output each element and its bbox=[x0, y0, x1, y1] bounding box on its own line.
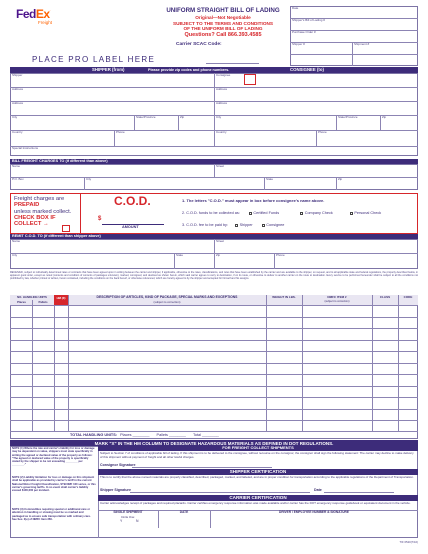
shipment-number-label: Shipment # bbox=[354, 42, 370, 46]
total-units-label: TOTAL HANDLING UNITS: bbox=[70, 433, 118, 437]
cod-amount-label: AMOUNT bbox=[122, 225, 139, 229]
consignee-cod-box[interactable] bbox=[244, 74, 256, 85]
cod-instruction-3-text: 3. C.O.D. fee to be paid by: bbox=[182, 223, 229, 227]
fedex-freight-logo: FedEx. Freight bbox=[16, 8, 76, 28]
cod-title: C.O.D. bbox=[114, 194, 151, 208]
table-row-line bbox=[10, 340, 418, 341]
class-header: CLASS bbox=[379, 295, 391, 299]
description-header: DESCRIPTION OF ARTICLES, KIND OF PACKAGE, SPECIAL MARKS AND EXCEPTIONS bbox=[96, 295, 238, 299]
shipper-date-label: Date bbox=[314, 488, 322, 492]
shipper-country-label: Country bbox=[12, 130, 23, 134]
shipper-address2-label: Address bbox=[12, 101, 24, 105]
shipper-city-label: City bbox=[12, 115, 18, 119]
header-line2: SUBJECT TO THE TERMS AND CONDITIONS bbox=[172, 20, 273, 26]
freight-terms bbox=[14, 196, 80, 215]
total-units-line bbox=[70, 433, 219, 437]
shipper-number-label: Shipper # bbox=[292, 42, 305, 46]
freight-collect-bar: FOR FREIGHT COLLECT SHIPMENTS bbox=[98, 446, 418, 451]
shipper-address-label: Address bbox=[12, 87, 24, 91]
remit-zip-label: Zip bbox=[216, 253, 221, 257]
form-title: UNIFORM STRAIGHT BILL OF LADING bbox=[166, 7, 280, 14]
pallets-header: Pallets bbox=[38, 299, 48, 304]
cod-dollar: $ bbox=[98, 216, 102, 222]
fee-consignee-label: Consignee bbox=[266, 223, 285, 227]
consignee-country-label: Country bbox=[216, 130, 227, 134]
consignor-signature-label: Consignor Signature bbox=[100, 463, 136, 467]
consignee-bar-label: CONSIGNEE (to) bbox=[290, 66, 324, 72]
company-check-checkbox[interactable] bbox=[300, 212, 303, 215]
carrier-scac: Carrier SCAC Code: bbox=[176, 41, 222, 47]
single-yes[interactable]: Y bbox=[120, 519, 123, 523]
consignee-zip-label: Zip bbox=[382, 115, 387, 119]
bill-of-lading-form bbox=[10, 6, 418, 546]
single-no[interactable]: N bbox=[136, 519, 139, 523]
weight-header: WEIGHT IN LBS. bbox=[272, 295, 296, 299]
bill-freight-bar: BILL FREIGHT CHARGES TO (if different than above) bbox=[10, 159, 418, 164]
consignee-address2-label: Address bbox=[216, 101, 228, 105]
logo-ex: Ex bbox=[35, 7, 50, 21]
header-phone: Questions? Call 866.393.4585 bbox=[184, 32, 262, 39]
personal-check-checkbox[interactable] bbox=[350, 212, 353, 215]
shipper-bar-label: SHIPPER (from) bbox=[92, 66, 125, 72]
personal-check-label: Personal Check bbox=[354, 211, 382, 215]
header-line3: OF THE UNIFORM BILL OF LADING bbox=[183, 25, 263, 31]
shipper-cert-bar: SHIPPER CERTIFICATION bbox=[98, 469, 418, 475]
circle-one-label: Circle One: bbox=[121, 514, 135, 519]
check-box-if: CHECK BOX IF bbox=[14, 215, 56, 221]
special-instructions-label: Special Instructions bbox=[12, 146, 39, 150]
collect-text: COLLECT bbox=[14, 221, 42, 228]
prepaid-text-c: unless marked collect. bbox=[14, 208, 72, 215]
place-pro-label: PLACE PRO LABEL HERE bbox=[32, 55, 156, 64]
table-row-line bbox=[10, 386, 418, 387]
collect-checkbox[interactable] bbox=[62, 225, 70, 232]
collect-arrow: → bbox=[43, 221, 49, 228]
table-row-line bbox=[10, 328, 418, 329]
hm-header: HM (X) bbox=[56, 296, 66, 300]
table-row-line bbox=[10, 317, 418, 318]
single-shipment-label: SINGLE SHIPMENT bbox=[113, 510, 143, 514]
consignee-address-label: Address bbox=[216, 87, 228, 91]
table-row-line bbox=[10, 374, 418, 375]
total-pallets: Pallets ________ bbox=[156, 433, 186, 437]
billing-name-label: Name bbox=[12, 164, 21, 168]
fee-shipper-label: Shipper bbox=[239, 223, 253, 227]
note-1: NOTE (1) Where the rate and carrier's liability for loss or damage may be dependent on value, shippers must state specifically in writing the agreed or declared value of the property as follows: "The agreed or declared value of the property is specifically stated by the shipper to be not exceeding ________ per ________." bbox=[12, 447, 95, 467]
shipper-label: Shipper bbox=[12, 73, 23, 77]
carrier-cert-bar: CARRIER CERTIFICATION bbox=[98, 495, 418, 501]
prepaid-text-b: PREPAID bbox=[14, 202, 40, 209]
shipper-phone-label: Phone bbox=[116, 130, 125, 134]
logo-freight: Freight bbox=[38, 19, 53, 25]
shipper-signature-label: Shipper Signature bbox=[100, 488, 131, 492]
table-row-line bbox=[10, 363, 418, 364]
reference-box bbox=[290, 6, 418, 66]
company-check-label: Company Check bbox=[304, 211, 333, 215]
handling-units-header: NO. HANDLING UNITS bbox=[17, 294, 47, 299]
shipper-bar-mid: Please provide zip codes and phone numbers. bbox=[148, 67, 230, 72]
received-terms: RECEIVED, subject to individually determined rates or contracts that have been agreed upon in writing between the carrier and shipper, if applicable, otherwise to the rates, classifications, and rules that have been established by the carrier and are available to the shipper, on request, and to all applicable state and federal regulations, the property described below, in apparent good order, except as noted (contents and condition of contents of packages unknown), marked, consigned, and destined as shown herein, which said carrier agrees to carry to destination, if on its route, or otherwise to deliver to another carrier on the route to destination. Every service to be performed hereunder shall be subject to all the conditions not prohibited by law, whether printed or written, herein contained, including the conditions on the back hereof, or otherwise referenced, which are hereby agreed to by the shipper and accepted for himself and his assigns. bbox=[10, 271, 418, 281]
billing-state-label: State bbox=[266, 177, 274, 181]
shipper-zip-label: Zip bbox=[180, 115, 185, 119]
consignee-city-label: City bbox=[216, 115, 222, 119]
remit-state-label: State bbox=[176, 253, 184, 257]
table-row-line bbox=[10, 351, 418, 352]
note-2: NOTE (2) Liability limitation for loss or damage on this shipment shall be applicable as provided by carrier's tariff in the current National Motor Freight Classification, STB NMF 100 series, or this carrier's governing tariffs. In no event shall carrier's liability exceed $100,000 per incident. bbox=[12, 476, 96, 493]
billing-street-label: Street bbox=[216, 164, 225, 168]
total-total: Total ________ bbox=[192, 433, 219, 437]
cod-instruction-1: 1. The letters "C.O.D." must appear in box before consignee's name above. bbox=[182, 198, 325, 203]
header-block bbox=[156, 7, 290, 47]
shipper-bol-label: Shipper's Bill of Lading # bbox=[292, 18, 325, 22]
fee-shipper-checkbox[interactable] bbox=[235, 224, 238, 227]
remit-phone-label: Phone bbox=[276, 253, 285, 257]
date-label: Date bbox=[292, 6, 299, 10]
billing-city-label: City bbox=[86, 177, 92, 181]
certified-funds-checkbox[interactable] bbox=[249, 212, 252, 215]
fee-consignee-checkbox[interactable] bbox=[262, 224, 265, 227]
logo-fed: Fed bbox=[16, 7, 36, 21]
shipper-state-label: State/Province bbox=[136, 115, 156, 119]
remit-name-label: Name bbox=[12, 239, 21, 243]
remit-street-label: Street bbox=[216, 239, 225, 243]
cod-instruction-2-text: 2. C.O.D. funds to be collected as: bbox=[182, 211, 240, 215]
cod-instruction-2 bbox=[182, 211, 381, 215]
places-header: Places bbox=[17, 299, 26, 304]
consignee-state-label: State/Province bbox=[338, 115, 358, 119]
carrier-cert-text: Carrier acknowledges receipt of packages and required placards. Carrier certifies emergency response information was made available and/or carrier has the DOT emergency response guidebook or equivalent document in the vehicle. bbox=[100, 501, 411, 505]
table-row-line bbox=[10, 397, 418, 398]
po-label: Purchase Order # bbox=[292, 30, 316, 34]
table-row-line bbox=[10, 409, 418, 410]
shipper-cert-text: This is to certify that the above named materials are properly classified, described, packaged, marked, and labeled, and are in proper condition for transportation according to the applicable regulations of the Department of Transportation. bbox=[100, 475, 414, 479]
cod-instruction-3 bbox=[182, 223, 284, 227]
driver-signature-label: DRIVER / EMPLOYEE NUMBER & SIGNATURE bbox=[279, 510, 349, 514]
freight-collect-text: Subject to Section 7 of conditions of applicable bill of lading. If this shipment is to be delivered to the consignee, without recourse on the consignor, the consignor shall sign the following statement: The carrier may decline to make delivery of this shipment without payment of freight and all other lawful charges. bbox=[100, 451, 414, 459]
code-header: CODE bbox=[403, 295, 413, 299]
remit-city-label: City bbox=[12, 253, 18, 257]
description-subheader: (subject to correction) bbox=[153, 299, 181, 304]
consignee-label: Consignee bbox=[216, 73, 231, 77]
billing-pobox-label: P.O. Box bbox=[12, 177, 24, 181]
prepaid-text-a: Freight charges are bbox=[14, 196, 65, 202]
check-box-label bbox=[14, 215, 56, 228]
nmfc-subheader: (subject to correction) bbox=[324, 299, 350, 303]
certified-funds-label: Certified Funds bbox=[253, 211, 280, 215]
hazmat-bar: MARK "X" IN THE HM COLUMN TO DESIGNATE HAZARDOUS MATERIALS AS DEFINED IN DOT REGULATIONS. bbox=[10, 440, 418, 446]
billing-zip-label: Zip bbox=[338, 177, 343, 181]
table-row-line bbox=[10, 420, 418, 421]
consignee-phone-label: Phone bbox=[318, 130, 327, 134]
remit-bar: REMIT C.O.D. TO (if different than shipper above) bbox=[10, 234, 418, 239]
carrier-date-label: DATE bbox=[179, 510, 189, 514]
note-3: NOTE (3) Commodities requiring special or additional care or attention in handling or stowing must be so marked and packaged as to ensure safe transportation with ordinary care. See Sec. 2(e) of NMFC Item 360. bbox=[12, 508, 91, 521]
form-number: TIF 0520(7/10) bbox=[399, 540, 418, 544]
header-line1: Original—Not Negotiable bbox=[195, 15, 251, 21]
nmfc-header: NMFC ITEM # bbox=[327, 295, 347, 299]
total-places: Places ________ bbox=[120, 433, 150, 437]
